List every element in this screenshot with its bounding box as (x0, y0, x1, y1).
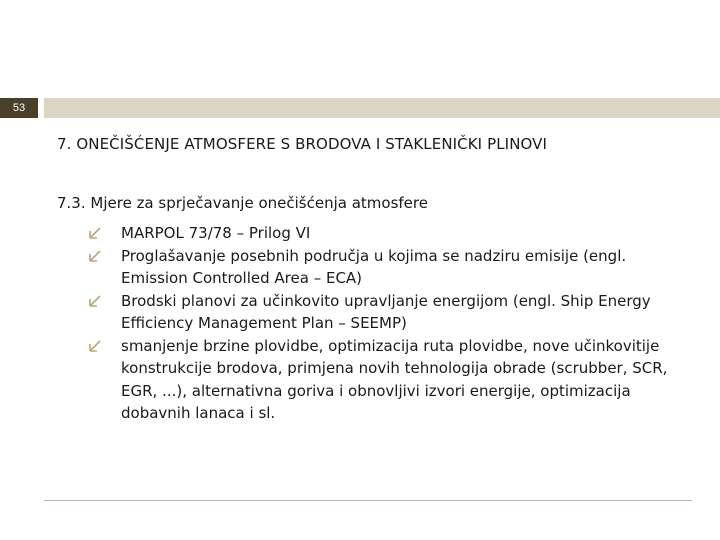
bullet-item (88, 222, 688, 245)
slide-title: 7. ONEČIŠĆENJE ATMOSFERE S BRODOVA I STAKLENIČKI PLINOVI (57, 135, 548, 153)
diagonal-arrow-icon (88, 249, 102, 263)
bullet-text: Proglašavanje posebnih područja u kojima se nadziru emisije (engl. Emission Controlled Area – ECA) (121, 246, 627, 287)
bullet-text: MARPOL 73/78 – Prilog VI (121, 224, 311, 242)
bullet-item (88, 290, 688, 335)
header-bar (44, 98, 720, 118)
diagonal-arrow-icon (88, 294, 102, 308)
bullet-list (88, 222, 688, 425)
bullet-item (88, 335, 688, 425)
bullet-text: Brodski planovi za učinkovito upravljanje energijom (engl. Ship Energy Efficiency Management Plan – SEEMP) (121, 291, 651, 332)
section-subtitle: 7.3. Mjere za sprječavanje onečišćenja atmosfere (57, 194, 428, 212)
footer-divider (44, 500, 692, 501)
bullet-text: smanjenje brzine plovidbe, optimizacija ruta plovidbe, nove učinkovitije konstrukcije brodova, primjena novih tehnologija obrade (scrubber, SCR, EGR, ...), alternativna goriva i obnovljivi izvori energije, optimizacija dobavnih lanaca i sl. (121, 336, 668, 422)
diagonal-arrow-icon (88, 339, 102, 353)
diagonal-arrow-icon (88, 226, 102, 240)
bullet-item (88, 245, 688, 290)
slide-number: 53 (0, 98, 38, 118)
